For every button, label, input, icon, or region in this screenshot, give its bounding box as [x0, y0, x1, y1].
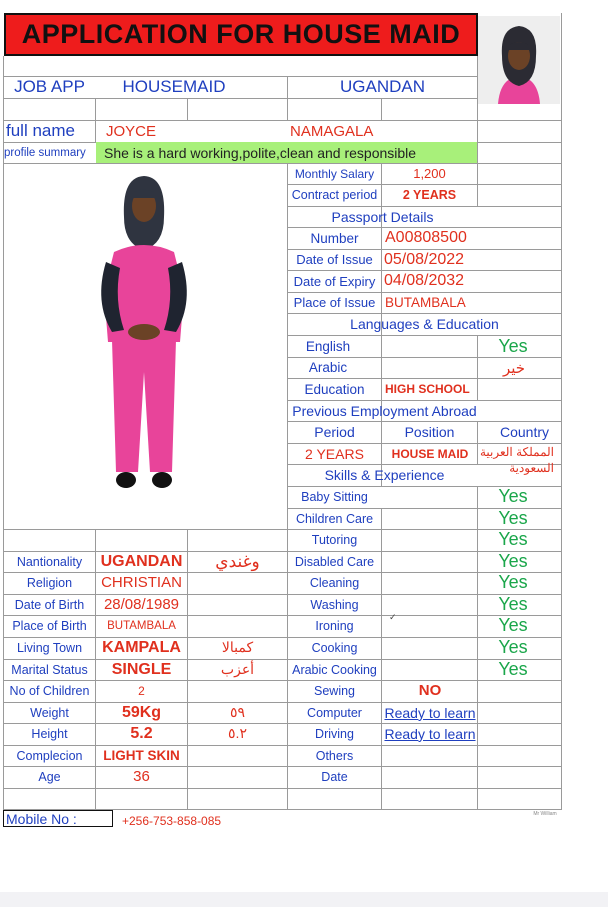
- personal-label: Marital Status: [11, 662, 88, 677]
- personal-label: Nantionality: [16, 554, 83, 569]
- personal-arabic-value: وغندي: [215, 551, 260, 571]
- portrait-photo: [478, 16, 560, 104]
- mobile-value: +256-753-858-085: [122, 814, 222, 828]
- skill-label: Computer: [307, 705, 362, 720]
- skill-value: Yes: [498, 529, 528, 549]
- personal-label: Date of Birth: [14, 597, 85, 612]
- languages-education-header: Languages & Education: [350, 316, 499, 332]
- personal-value: KAMPALA: [102, 638, 181, 656]
- monthly-salary-label: Monthly Salary: [294, 166, 375, 181]
- country-value: المملكة العربية السعودية: [479, 445, 554, 475]
- job-app-label: JOB APP: [14, 77, 85, 96]
- mobile-label: Mobile No :: [3, 810, 113, 827]
- skill-value: Ready to learn: [384, 704, 476, 721]
- skill-label: Sewing: [314, 683, 355, 698]
- skill-label: Children Care: [295, 511, 374, 526]
- skill-label: Others: [315, 748, 354, 763]
- first-name-value: JOYCE: [106, 122, 157, 140]
- skill-label: Washing: [310, 597, 359, 612]
- issue-date-value: 05/08/2022: [384, 250, 465, 268]
- skill-label: Ironing: [315, 618, 354, 633]
- skill-label: Cooking: [311, 640, 358, 655]
- skill-label: Driving: [315, 726, 354, 741]
- skill-value: Yes: [498, 594, 528, 614]
- position-label: Position: [404, 424, 455, 440]
- period-label: Period: [314, 424, 355, 440]
- skill-label: Disabled Care: [294, 554, 375, 569]
- education-value: HIGH SCHOOL: [385, 382, 470, 396]
- personal-value: UGANDAN: [100, 552, 183, 570]
- skill-label: Date: [321, 769, 348, 784]
- skill-value: Yes: [498, 637, 528, 657]
- personal-value: SINGLE: [111, 660, 172, 678]
- personal-label: Weight: [30, 705, 69, 720]
- profile-summary-text: She is a hard working,polite,clean and responsible: [96, 142, 477, 163]
- title-banner: [4, 13, 478, 56]
- skill-value: NO: [418, 682, 442, 699]
- personal-value: 2: [138, 683, 145, 698]
- personal-label: Place of Birth: [12, 618, 87, 633]
- check-mark-icon: ✓: [389, 612, 397, 622]
- skill-value: [382, 766, 478, 787]
- personal-label: Complecion: [16, 748, 83, 763]
- skill-label: Tutoring: [311, 532, 358, 547]
- place-of-issue-label: Place of Issue: [293, 295, 376, 310]
- skill-label: Arabic Cooking: [292, 662, 377, 677]
- skill-label: Baby Sitting: [301, 489, 368, 504]
- personal-arabic-value: ٥.٢: [228, 725, 247, 741]
- personal-label: No of Children: [9, 683, 90, 698]
- skill-value: Yes: [498, 572, 528, 592]
- personal-label: Height: [31, 726, 68, 741]
- expiry-date-value: 04/08/2032: [384, 272, 465, 289]
- education-label: Education: [304, 381, 365, 397]
- english-label: English: [305, 338, 351, 354]
- skill-value: Yes: [498, 615, 528, 635]
- personal-label: Living Town: [16, 640, 83, 655]
- profile-summary-label: profile summary: [4, 146, 86, 159]
- passport-number-label: Number: [310, 230, 359, 246]
- full-body-photo: [84, 172, 204, 502]
- personal-value: LIGHT SKIN: [103, 748, 180, 763]
- page-title: APPLICATION FOR HOUSE MAID: [21, 19, 461, 49]
- arabic-label: Arabic: [308, 360, 348, 375]
- footer-note: Mr William: [533, 811, 557, 817]
- skills-experience-header: Skills & Experience: [324, 467, 445, 483]
- personal-value: 59Kg: [121, 703, 162, 721]
- personal-arabic-value: كمبالا: [221, 639, 254, 655]
- personal-arabic-value: ٥٩: [229, 704, 246, 720]
- passport-details-header: Passport Details: [331, 208, 434, 225]
- contract-period-label: Contract period: [291, 188, 378, 202]
- personal-label: Age: [38, 769, 61, 784]
- skill-value: Yes: [498, 486, 528, 506]
- personal-value: 36: [133, 768, 150, 785]
- place-of-issue-value: BUTAMBALA: [385, 295, 466, 310]
- english-value: Yes: [498, 335, 528, 356]
- personal-arabic-value: أعزب: [220, 661, 255, 677]
- country-label: Country: [499, 424, 550, 440]
- personal-label: Religion: [26, 575, 73, 590]
- skill-value: Yes: [498, 551, 528, 571]
- passport-number-value: A00808500: [385, 229, 467, 246]
- skill-value: [382, 745, 478, 766]
- personal-value: 28/08/1989: [103, 596, 180, 613]
- monthly-salary-value: 1,200: [413, 166, 446, 181]
- expiry-date-label: Date of Expiry: [293, 273, 376, 289]
- skill-label: Cleaning: [309, 575, 360, 590]
- skill-value: Ready to learn: [384, 725, 476, 742]
- last-name-value: NAMAGALA: [290, 122, 374, 140]
- arabic-value: خير: [502, 359, 526, 377]
- skill-value: Yes: [498, 508, 528, 528]
- skill-value: Yes: [498, 659, 528, 679]
- personal-value: CHRISTIAN: [101, 574, 182, 591]
- contract-period-value: 2 YEARS: [402, 188, 457, 202]
- full-name-label: full name: [6, 121, 75, 140]
- issue-date-label: Date of Issue: [296, 252, 373, 267]
- position-header: HOUSEMAID: [122, 77, 226, 96]
- period-value: 2 YEARS: [305, 445, 364, 462]
- personal-value: 5.2: [130, 724, 153, 742]
- position-value: HOUSE MAID: [391, 446, 469, 461]
- bottom-strip: [0, 892, 608, 907]
- personal-value: BUTAMBALA: [107, 619, 176, 632]
- previous-employment-header: Previous Employment Abroad: [292, 402, 477, 419]
- nationality-header: UGANDAN: [339, 77, 425, 96]
